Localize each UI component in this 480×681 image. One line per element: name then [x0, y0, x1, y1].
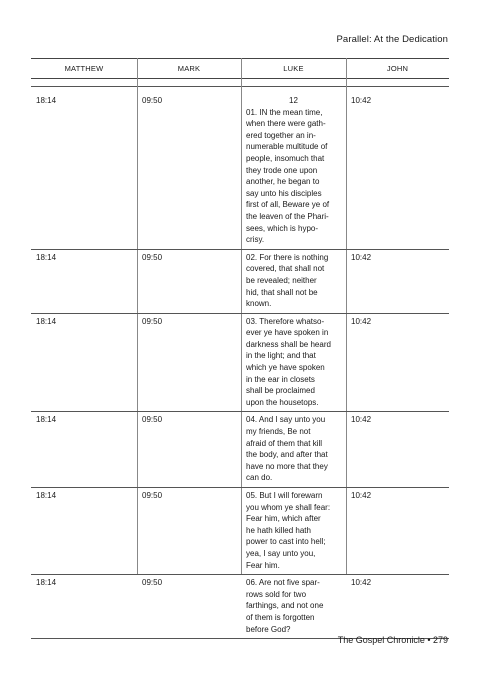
table-row: [31, 575, 449, 639]
luke-verse-text: 05. But I will forewarn you whom ye shall fear: Fear him, which after he hath killed hath power to cast into hell; yea, I say unto you, Fear him.: [246, 491, 331, 570]
luke-verse-text: 01. IN the mean time, when there were gath- ered together an in- numerable multitude of people, insomuch that they trode one upon another, he began to say unto his disciples first of all, Beware ye of the leaven of the Phari- sees, which is hypo- crisy.: [246, 107, 330, 245]
john-ref: 10:42: [351, 578, 372, 588]
table-row: [31, 488, 449, 575]
luke-verse-cell: [241, 95, 346, 246]
luke-verse-text: 04. And I say unto you my friends, Be not afraid of them that kill the body, and after that have no more that they can do.: [246, 415, 328, 483]
mark-ref: 09:50: [142, 252, 163, 262]
column-header-luke: LUKE: [283, 64, 304, 73]
mark-ref: 09:50: [142, 578, 163, 588]
luke-verse-text: 02. For there is nothing covered, that shall not be revealed; neither hid, that shall not be known.: [246, 252, 329, 309]
mark-ref: 09:50: [142, 415, 163, 425]
luke-verse-text: 06. Are not five spar- rows sold for two farthings, and not one of them is forgotten before God?: [246, 578, 324, 634]
john-ref: 10:42: [351, 96, 372, 105]
column-header-john: JOHN: [386, 64, 409, 73]
page-footer: The Gospel Chronicle • 279: [337, 635, 448, 645]
table-row: [31, 250, 449, 314]
john-ref: 10:42: [351, 252, 372, 262]
john-ref: 10:42: [351, 491, 372, 500]
john-ref: 10:42: [351, 415, 372, 425]
running-header: Parallel: At the Dedication: [336, 34, 448, 45]
matthew-ref: 18:14: [36, 316, 57, 326]
matthew-ref: 18:14: [36, 415, 57, 425]
mark-ref: 09:50: [142, 491, 163, 500]
column-header-matthew: MATTHEW: [64, 64, 104, 73]
table-row: [31, 93, 449, 250]
mark-ref: 09:50: [142, 96, 163, 105]
table-row: [31, 314, 449, 413]
parallel-table-body: [31, 93, 449, 639]
chapter-number: 12: [289, 96, 298, 105]
column-header-row: [31, 58, 449, 79]
john-ref: 10:42: [351, 316, 372, 326]
matthew-ref: 18:14: [36, 578, 57, 588]
column-header-mark: MARK: [177, 64, 201, 73]
header-separator-rule: [31, 86, 449, 87]
luke-verse-text: 03. Therefore whatso- ever ye have spoken in darkness shall be heard in the light; and that which ye have spoken in the ear in closets shall be proclaimed upon the housetops.: [246, 316, 331, 407]
table-row: [31, 412, 449, 488]
matthew-ref: 18:14: [36, 491, 57, 500]
matthew-ref: 18:14: [36, 252, 57, 262]
mark-ref: 09:50: [142, 316, 163, 326]
matthew-ref: 18:14: [36, 96, 57, 105]
